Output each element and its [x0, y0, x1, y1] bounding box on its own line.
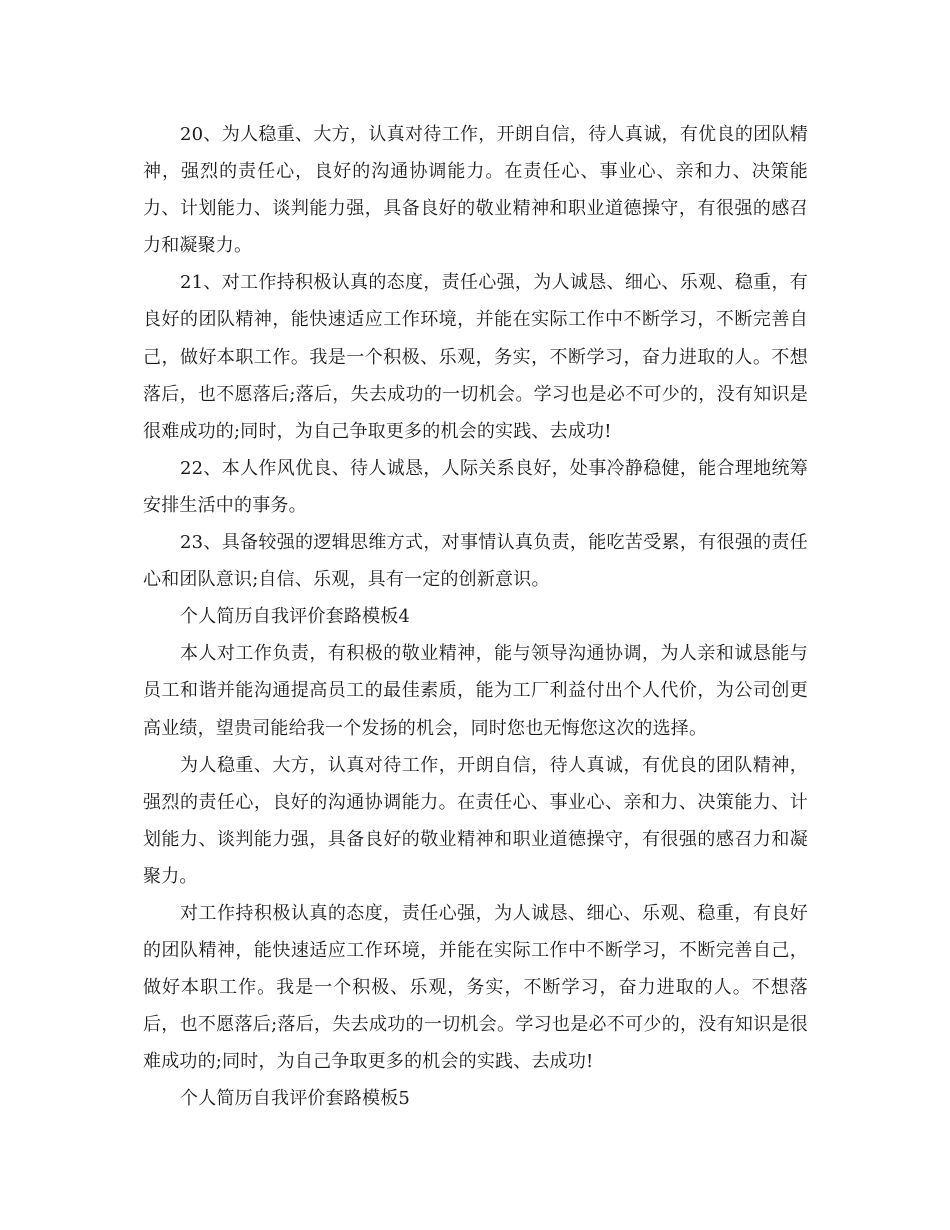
section-heading-template-4: 个人简历自我评价套路模板4 — [180, 606, 411, 628]
paragraph-item-20: 20、为人稳重、大方，认真对待工作，开朗自信，待人真诚，有优良的团队精神，强烈的责任心，良好的沟通协调能力。在责任心、事业心、亲和力、决策能力、计划能力、谈判能力强，具备良好的敬业精神和职业道德操守，有很强的感召力和凝聚力。 — [143, 124, 808, 257]
paragraph-template-4-character: 为人稳重、大方，认真对待工作，开朗自信，待人真诚，有优良的团队精神，强烈的责任心，良好的沟通协调能力。在责任心、事业心、亲和力、决策能力、计划能力、谈判能力强，具备良好的敬业精神和职业道德操守，有很强的感召力和凝聚力。 — [143, 754, 808, 887]
paragraph-item-21: 21、对工作持积极认真的态度，责任心强，为人诚恳、细心、乐观、稳重，有良好的团队精神，能快速适应工作环境，并能在实际工作中不断学习，不断完善自己，做好本职工作。我是一个积极、乐观，务实，不断学习，奋力进取的人。不想落后，也不愿落后;落后，失去成功的一切机会。学习也是必不可少的，没有知识是很难成功的;同时，为自己争取更多的机会的实践、去成功! — [143, 272, 808, 442]
paragraph-template-4-intro: 本人对工作负责，有积极的敬业精神，能与领导沟通协调，为人亲和诚恳能与员工和谐并能沟通提高员工的最佳素质，能为工厂利益付出个人代价，为公司创更高业绩，望贵司能给我一个发扬的机会，同时您也无悔您这次的选择。 — [143, 643, 808, 739]
paragraph-item-22: 22、本人作风优良、待人诚恳，人际关系良好，处事冷静稳健，能合理地统筹安排生活中的事务。 — [143, 457, 808, 516]
paragraph-template-4-attitude: 对工作持积极认真的态度，责任心强，为人诚恳、细心、乐观、稳重，有良好的团队精神，能快速适应工作环境，并能在实际工作中不断学习，不断完善自己，做好本职工作。我是一个积极、乐观，务实，不断学习，奋力进取的人。不想落后，也不愿落后;落后，失去成功的一切机会。学习也是必不可少的，没有知识是很难成功的;同时，为自己争取更多的机会的实践、去成功! — [143, 902, 808, 1073]
section-heading-template-5: 个人简历自我评价套路模板5 — [180, 1088, 411, 1110]
paragraph-item-23: 23、具备较强的逻辑思维方式，对事情认真负责，能吃苦受累，有很强的责任心和团队意识;自信、乐观，具有一定的创新意识。 — [143, 532, 808, 591]
document-body — [143, 116, 808, 1118]
